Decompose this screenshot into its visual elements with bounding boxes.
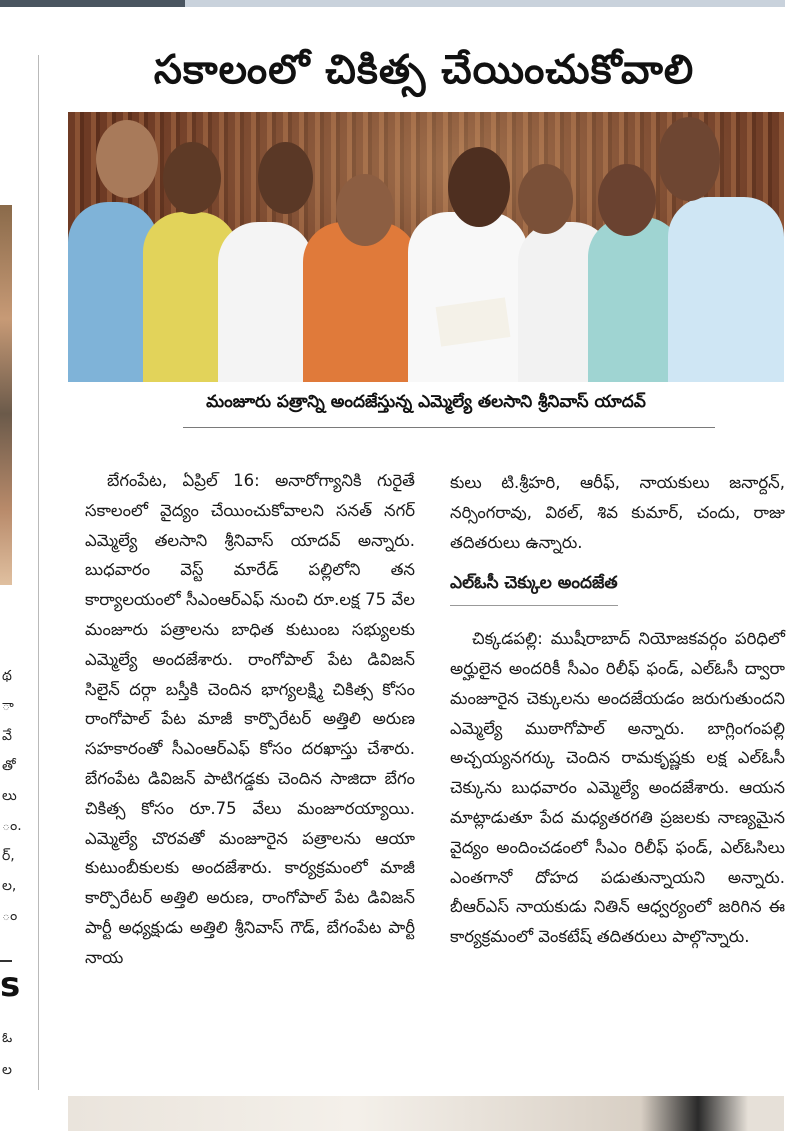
sub-article-paragraph: చిక్కడపల్లి: ముషీరాబాద్ నియోజకవర్గం పరిధిలో అర్హులైన అందరికీ సీఎం రిలీఫ్ ఫండ్, ఎల్ఓసీ ద్వారా మంజూరైన చెక్కులను అందజేయడం జరుగుతుందని ఎమ్మెల్యే ముఠాగోపాల్ అన్నారు. బాగ్లింగంపల్లి అచ్చయ్యనగర్కు చెందిన రామకృష్ణకు లక్ష ఎల్ఓసీ చెక్కును బుధవారం ఎమ్మెల్యే అందజేశారు. ఆయన మాట్లాడుతూ పేద మధ్యతరగతి ప్రజలకు నాణ్యమైన వైద్యం అందించడంలో సీఎం రిలీఫ్ ఫండ్, ఎల్ఓసిలు ఎంతగానో దోహద పడుతున్నాయని అన్నారు. బీఆర్ఎస్ నాయకుడు నితిన్ ఆధ్వర్యంలో జరిగిన ఈ కార్యక్రమంలో వెంకటేష్ తదితరులు పాల్గొన్నారు. <box>450 629 785 947</box>
next-article-photo-fragment <box>68 1096 784 1131</box>
article-headline: సకాలంలో చికిత్స చేయించుకోవాలి <box>153 47 695 93</box>
adjacent-text-fragment: ం <box>2 908 18 924</box>
column-divider <box>38 55 39 1090</box>
top-bar-light <box>185 0 785 7</box>
article-column-2 <box>450 468 785 952</box>
article-body-paragraph: కులు టి.శ్రీహరి, ఆరీఫ్, నాయకులు జనార్దన్, నర్సింగరావు, విఠల్, శివ కుమార్, చందు, రాజు తదితరులు ఉన్నారు. <box>450 473 785 552</box>
adjacent-text-fragment: ల <box>2 1062 12 1078</box>
adjacent-text-fragment: థ <box>2 668 12 684</box>
photo-caption: మంజూరు పత్రాన్ని అందజేస్తున్న ఎమ్మెల్యే తలసాని శ్రీనివాస్ యాదవ్ <box>206 392 646 412</box>
top-bar-dark <box>0 0 185 7</box>
adjacent-headline-fragment: s <box>0 965 21 1005</box>
adjacent-text-fragment: తో <box>2 758 16 774</box>
article-column-1 <box>85 466 415 973</box>
adjacent-rule <box>0 960 12 962</box>
news-photo <box>68 112 784 382</box>
caption-rule <box>183 427 715 428</box>
adjacent-column-fragment <box>0 0 22 1131</box>
adjacent-text-fragment: ఓ <box>2 1030 13 1046</box>
article-body-paragraph: బేగంపేట, ఏప్రిల్ 16: అనారోగ్యానికి గురైతే సకాలంలో వైద్యం చేయించుకోవాలని సనత్ నగర్ ఎమ్మెల్యే తలసాని శ్రీనివాస్ యాదవ్ అన్నారు. బుధవారం వెస్ట్ మారేడ్ పల్లిలోని తన కార్యాలయంలో సీఎంఆర్ఎఫ్ నుంచి రూ.లక్ష 75 వేల మంజూరు పత్రాలను బాధిత కుటుంబ సభ్యులకు ఎమ్మెల్యే అందజేశారు. రాంగోపాల్ పేట డివిజన్ సిలైన్ దర్గా బస్తీకి చెందిన భాగ్యలక్ష్మి చికిత్స కోసం రాంగోపాల్ పేట మాజీ కార్పొరేటర్ అత్తిలి అరుణ సహకారంతో సీఎంఆర్ఎఫ్ కోసం దరఖాస్తు చేశారు. బేగంపేట డివిజన్ పాటిగడ్డకు చెందిన సాజిదా బేగం చికిత్స కోసం రూ.75 వేలు మంజూరయ్యాయి. ఎమ్మెల్యే చొరవతో మంజూరైన పత్రాలను ఆయా కుటుంబీకులకు అందజేశారు. కార్యక్రమంలో మాజీ కార్పొరేటర్ అత్తిలి అరుణ, రాంగోపాల్ పేట డివిజన్ పార్టీ అధ్యక్షుడు అత్తిలి శ్రీనివాస్ గౌడ్, బేగంపేట పార్టీ నాయ <box>85 471 415 967</box>
sub-article-heading: ఎల్ఓసీ చెక్కుల అందజేత <box>450 569 618 606</box>
adjacent-text-fragment: వే <box>2 728 12 744</box>
adjacent-photo-fragment <box>0 205 12 585</box>
adjacent-text-fragment: ం. <box>2 818 22 834</box>
adjacent-text-fragment: లు <box>2 788 17 804</box>
adjacent-text-fragment: ా <box>2 698 14 714</box>
adjacent-text-fragment: ర్, <box>2 848 15 864</box>
adjacent-text-fragment: ల, <box>2 878 17 894</box>
